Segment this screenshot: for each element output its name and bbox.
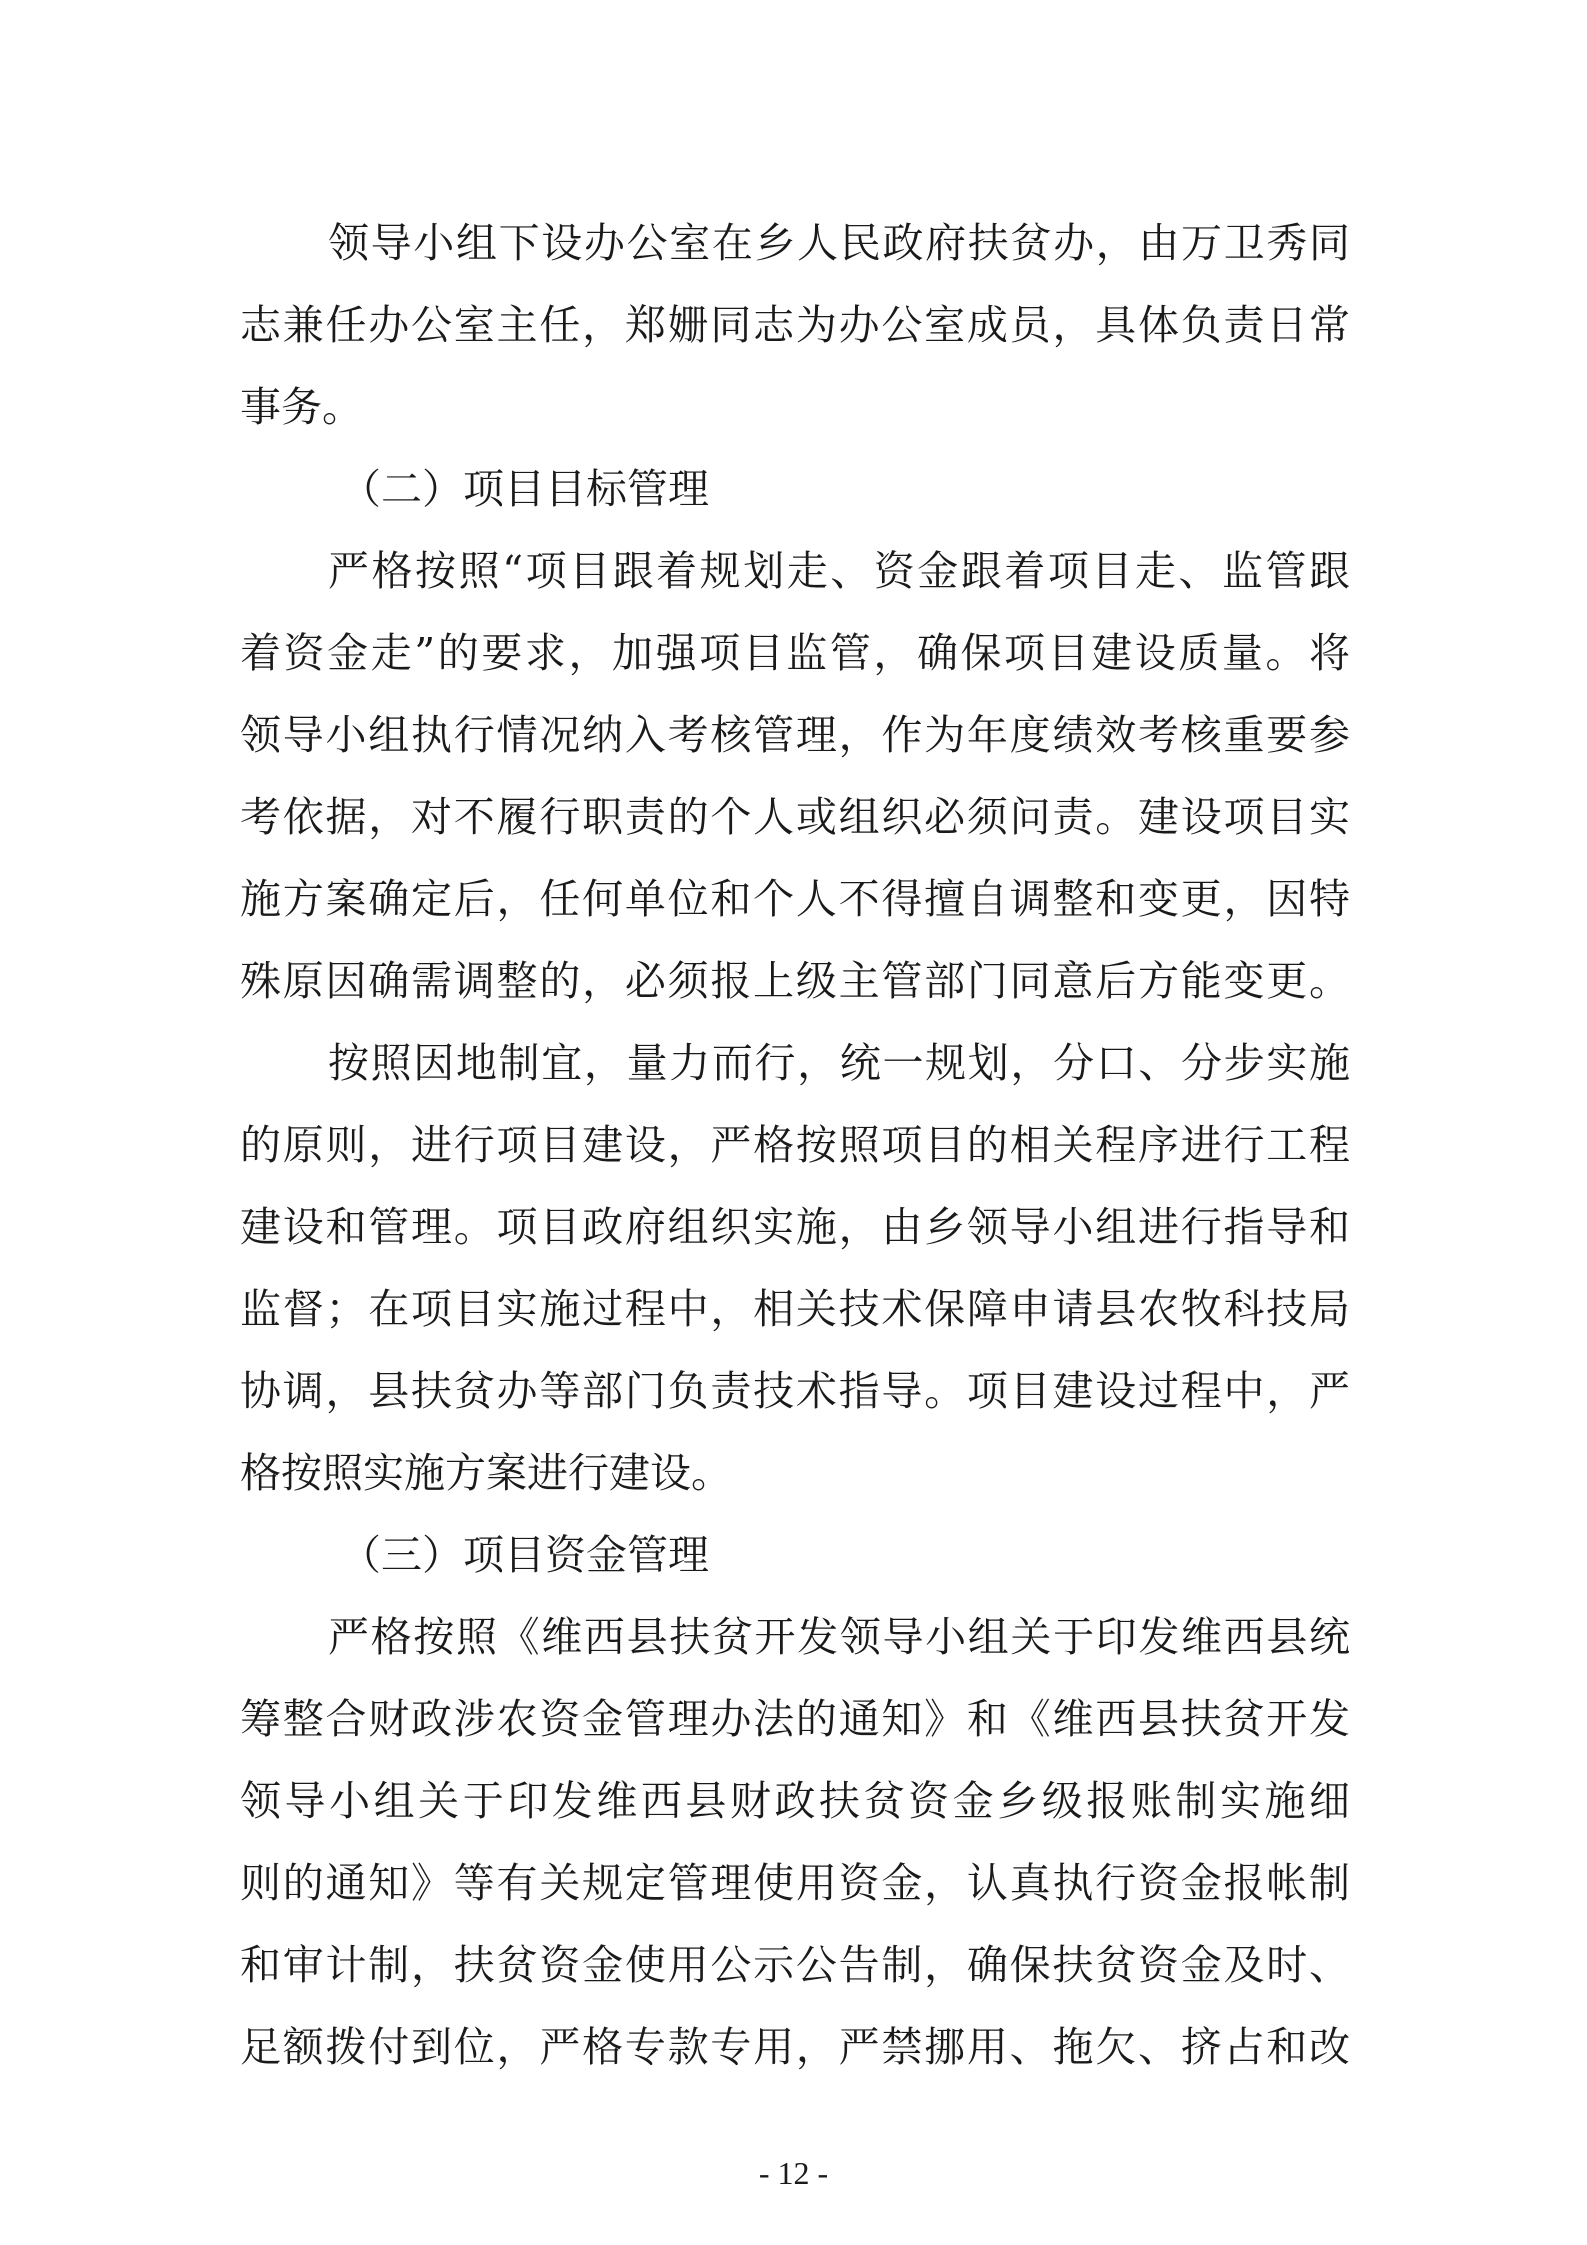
text-line: 领导小组下设办公室在乡人民政府扶贫办，由万卫秀同	[328, 219, 1350, 267]
page-number: - 12 -	[758, 2155, 829, 2191]
text-line: 严格按照“项目跟着规划走、资金跟着项目走、监管跟	[328, 547, 1350, 595]
text-line: 殊原因确需调整的，必须报上级主管部门同意后方能变更。	[240, 957, 1350, 1005]
text-line: 格按照实施方案进行建设。	[240, 1449, 732, 1497]
text-line: 筹整合财政涉农资金管理办法的通知》和《维西县扶贫开发	[240, 1695, 1350, 1743]
text-line: 着资金走”的要求，加强项目监管，确保项目建设质量。将	[240, 629, 1350, 677]
text-line: 领导小组执行情况纳入考核管理，作为年度绩效考核重要参	[240, 711, 1350, 759]
section-heading-three: （三）项目资金管理	[340, 1531, 709, 1579]
text-line: 协调，县扶贫办等部门负责技术指导。项目建设过程中，严	[240, 1367, 1350, 1415]
text-line: 监督；在项目实施过程中，相关技术保障申请县农牧科技局	[240, 1285, 1350, 1333]
text-line: 则的通知》等有关规定管理使用资金，认真执行资金报帐制	[240, 1859, 1350, 1907]
text-line: 按照因地制宜，量力而行，统一规划，分口、分步实施	[328, 1039, 1350, 1087]
text-line: 考依据，对不履行职责的个人或组织必须问责。建设项目实	[240, 793, 1350, 841]
text-line: 事务。	[240, 383, 363, 431]
text-line: 的原则，进行项目建设，严格按照项目的相关程序进行工程	[240, 1121, 1350, 1169]
text-line: 施方案确定后，任何单位和个人不得擅自调整和变更，因特	[240, 875, 1350, 923]
text-line: 志兼任办公室主任，郑姗同志为办公室成员，具体负责日常	[240, 301, 1350, 349]
text-line: 和审计制，扶贫资金使用公示公告制，确保扶贫资金及时、	[240, 1941, 1350, 1989]
text-line: 足额拨付到位，严格专款专用，严禁挪用、拖欠、挤占和改	[240, 2023, 1350, 2071]
text-line: 严格按照《维西县扶贫开发领导小组关于印发维西县统	[328, 1613, 1350, 1661]
text-line: 领导小组关于印发维西县财政扶贫资金乡级报账制实施细	[240, 1777, 1350, 1825]
text-line: 建设和管理。项目政府组织实施，由乡领导小组进行指导和	[240, 1203, 1350, 1251]
section-heading-two: （二）项目目标管理	[340, 465, 709, 513]
